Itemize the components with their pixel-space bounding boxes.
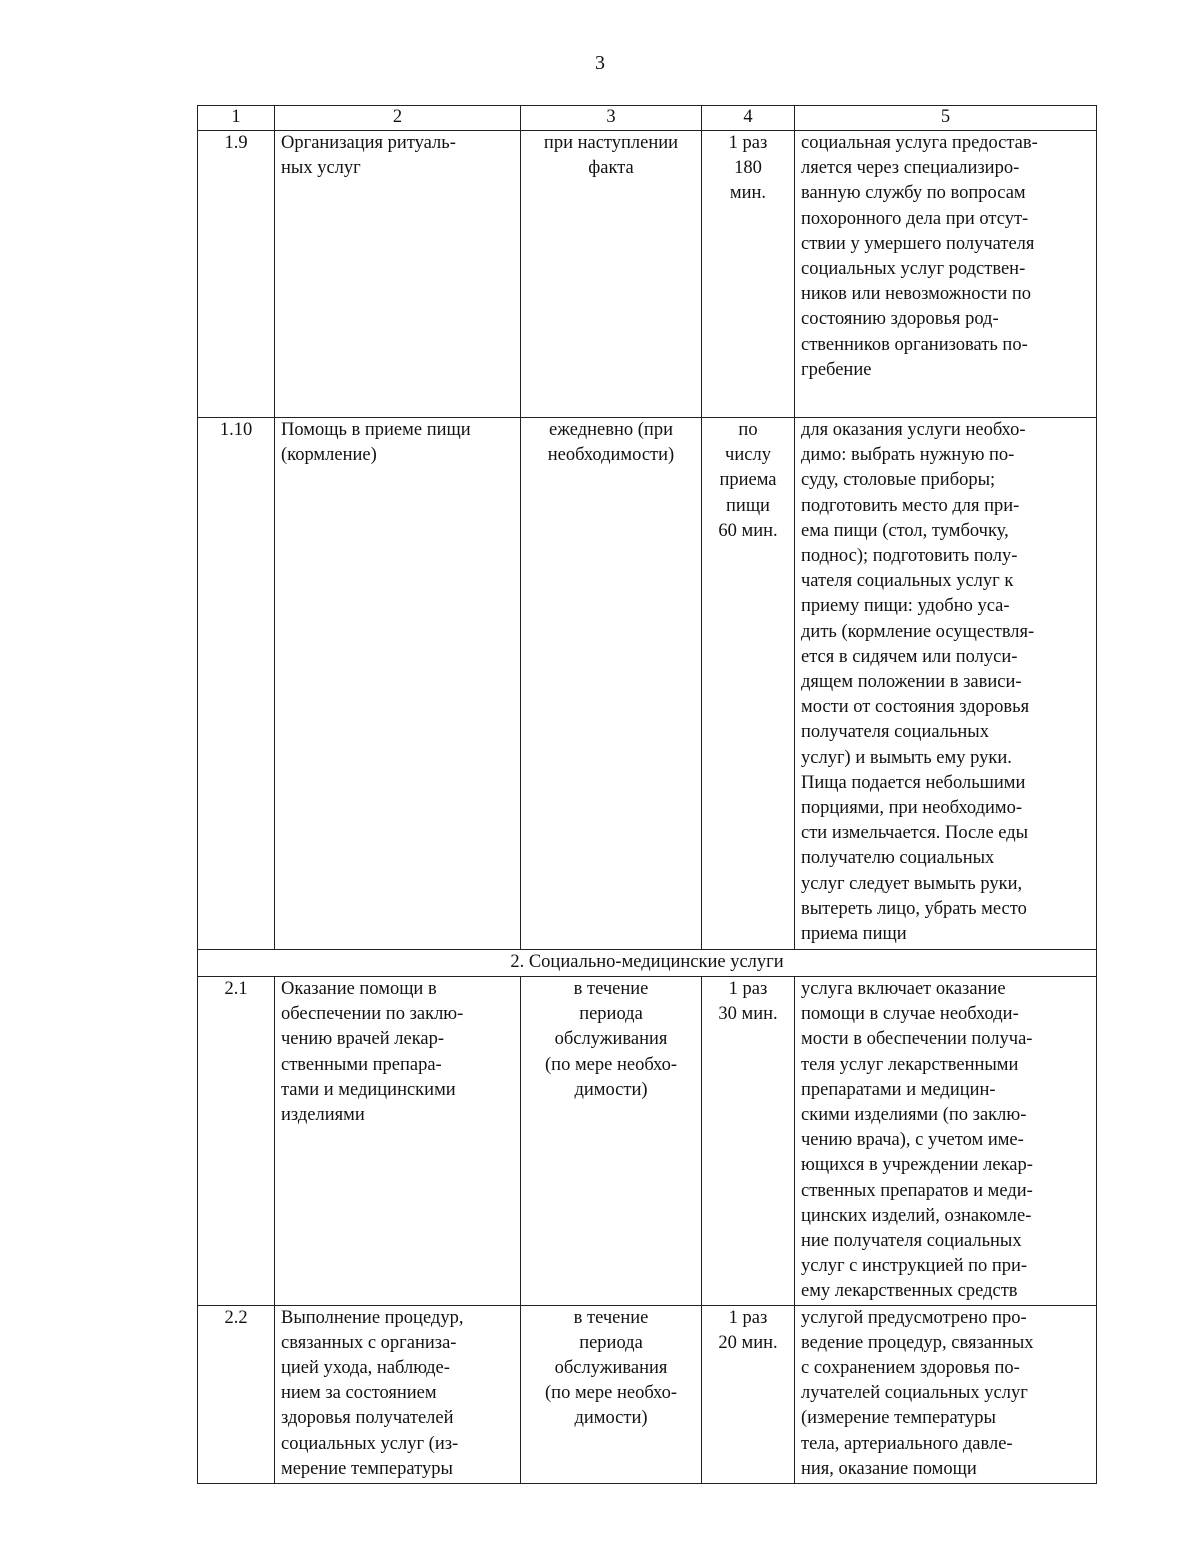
service-name: Организация ритуаль- ных услуг	[275, 131, 521, 418]
service-time: по числу приема пищи 60 мин.	[702, 418, 795, 950]
table-row	[198, 1305, 1097, 1483]
row-number: 2.1	[198, 977, 275, 1306]
header-cell: 2	[275, 106, 521, 131]
service-frequency: ежедневно (при необходимости)	[521, 418, 702, 950]
service-description: социальная услуга предостав- ляется через специализиро- ванную службу по вопросам похоронного дела при отсут- ствии у умершего получателя социальных услуг родствен- ников или невозможности по состоянию здоровья род- ственников организовать по- гребение	[795, 131, 1097, 418]
page-number: 3	[595, 52, 605, 74]
row-number: 1.10	[198, 418, 275, 950]
services-table	[197, 105, 1097, 1484]
section-title: 2. Социально-медицинские услуги	[198, 950, 1097, 977]
table-header-row	[198, 106, 1097, 131]
table-row	[198, 977, 1097, 1306]
table-row	[198, 131, 1097, 418]
service-frequency: при наступлении факта	[521, 131, 702, 418]
section-row	[198, 950, 1097, 977]
header-cell: 3	[521, 106, 702, 131]
row-number: 2.2	[198, 1305, 275, 1483]
row-number: 1.9	[198, 131, 275, 418]
service-description: услугой предусмотрено про- ведение процедур, связанных с сохранением здоровья по- лучателей социальных услуг (измерение температуры тела, артериального давле- ния, оказание помощи	[795, 1305, 1097, 1483]
header-cell: 5	[795, 106, 1097, 131]
service-description: услуга включает оказание помощи в случае необходи- мости в обеспечении получа- теля услуг лекарственными препаратами и медицин- скими изделиями (по заклю- чению врача), с учетом име- ющихся в учреждении лекар- ственных препаратов и меди- цинских изделий, ознакомле- ние получателя социальных услуг с инструкцией по при- ему лекарственных средств	[795, 977, 1097, 1306]
service-time: 1 раз 30 мин.	[702, 977, 795, 1306]
header-cell: 4	[702, 106, 795, 131]
service-time: 1 раз 180 мин.	[702, 131, 795, 418]
service-frequency: в течение периода обслуживания (по мере необхо- димости)	[521, 977, 702, 1306]
header-cell: 1	[198, 106, 275, 131]
service-name: Выполнение процедур, связанных с организа- цией ухода, наблюде- нием за состоянием здоровья получателей социальных услуг (из- мерение температуры	[275, 1305, 521, 1483]
table-row	[198, 418, 1097, 950]
service-description: для оказания услуги необхо- димо: выбрать нужную по- суду, столовые приборы; подготовить место для при- ема пищи (стол, тумбочку, поднос); подготовить полу- чателя социальных услуг к приему пищи: удобно уса- дить (кормление осуществля- ется в сидячем или полуси- дящем положении в зависи- мости от состояния здоровья получателя социальных услуг) и вымыть ему руки. Пища подается небольшими порциями, при необходимо- сти измельчается. После еды получателю социальных услуг следует вымыть руки, вытереть лицо, убрать место приема пищи	[795, 418, 1097, 950]
service-name: Помощь в приеме пищи (кормление)	[275, 418, 521, 950]
service-name: Оказание помощи в обеспечении по заклю- чению врачей лекар- ственными препара- тами и медицинскими изделиями	[275, 977, 521, 1306]
service-time: 1 раз 20 мин.	[702, 1305, 795, 1483]
service-frequency: в течение периода обслуживания (по мере необхо- димости)	[521, 1305, 702, 1483]
